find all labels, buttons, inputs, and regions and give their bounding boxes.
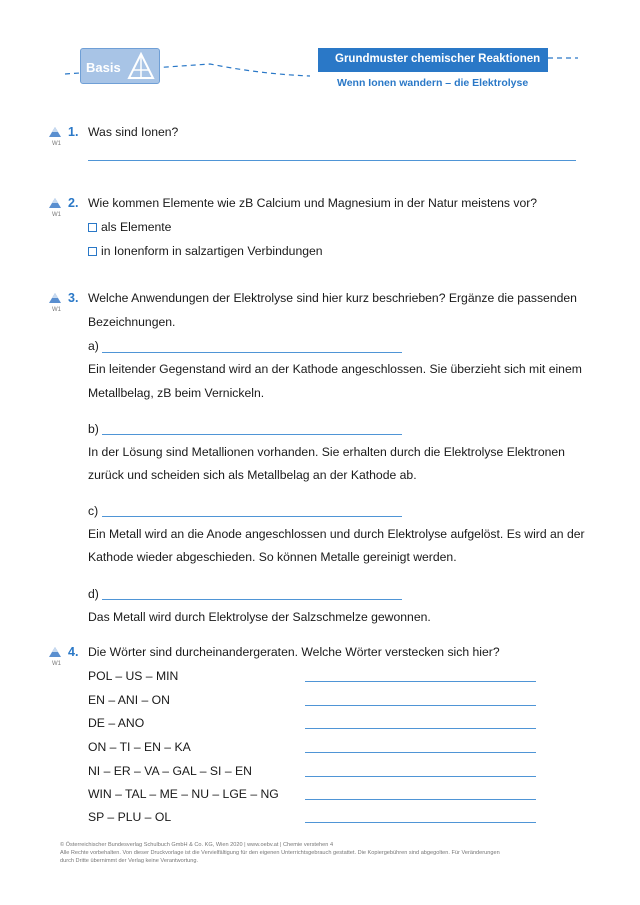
- level-tag: W1: [52, 661, 61, 667]
- level-triangle-icon: [48, 197, 62, 209]
- footer-disclaimer: durch Dritte übernimmt der Verlag keine Verantwortung.: [60, 858, 199, 864]
- level-triangle-icon: [48, 292, 62, 304]
- question-3-text: Welche Anwendungen der Elektrolyse sind hier kurz beschrieben? Ergänze die passenden: [88, 291, 577, 305]
- scrambled-word: SP – PLU – OL: [88, 810, 172, 824]
- scrambled-word: EN – ANI – ON: [88, 693, 170, 707]
- question-2-text: Wie kommen Elemente wie zB Calcium und Magnesium in der Natur meistens vor?: [88, 196, 538, 210]
- basis-badge: [80, 48, 160, 84]
- item-d-text: Das Metall wird durch Elektrolyse der Salzschmelze gewonnen.: [88, 610, 431, 624]
- item-c-text: Ein Metall wird an die Anode angeschlossen und durch Elektrolyse aufgelöst. Es wird an der: [88, 527, 585, 541]
- question-3-text-cont: Bezeichnungen.: [88, 315, 176, 329]
- level-triangle-icon: [48, 646, 62, 658]
- item-a-label: a): [88, 339, 99, 353]
- answer-line-q1[interactable]: [88, 160, 576, 161]
- question-3-number: 3.: [68, 291, 79, 305]
- scrambled-word: WIN – TAL – ME – NU – LGE – NG: [88, 787, 279, 801]
- item-c-text-cont: Kathode wieder abgeschieden. So können Metalle gereinigt werden.: [88, 550, 457, 564]
- option-ion-form[interactable]: [88, 243, 323, 259]
- answer-line-b[interactable]: [102, 434, 402, 435]
- scrambled-word: DE – ANO: [88, 716, 145, 730]
- word-answer-line[interactable]: [305, 776, 536, 777]
- footer-rights: Alle Rechte vorbehalten. Von dieser Druckvorlage ist die Vervielfältigung für den eigenen Unterrichtsgebrauch gestattet. Die Kopiergebühren sind abgegolten. Für Veränderungen: [60, 850, 500, 856]
- item-c-label: c): [88, 504, 99, 518]
- basis-label: Basis: [86, 60, 121, 75]
- word-answer-line[interactable]: [305, 705, 536, 706]
- level-tag: W1: [52, 212, 61, 218]
- scrambled-word: NI – ER – VA – GAL – SI – EN: [88, 764, 252, 778]
- item-b-text-cont: zurück und scheiden sich als Metallbelag an der Kathode ab.: [88, 468, 417, 482]
- scrambled-word: POL – US – MIN: [88, 669, 179, 683]
- chapter-subtitle: Wenn Ionen wandern – die Elektrolyse: [337, 77, 529, 89]
- word-answer-line[interactable]: [305, 799, 536, 800]
- footer-copyright: © Österreichischer Bundesverlag Schulbuch GmbH & Co. KG, Wien 2020 | www.oebv.at | Chemie verstehen 4: [60, 842, 334, 848]
- level-triangle-icon: [48, 126, 62, 138]
- question-1-text: Was sind Ionen?: [88, 125, 179, 139]
- option-label: als Elemente: [101, 220, 172, 234]
- item-a-text-cont: Metallbelag, zB beim Vernickeln.: [88, 386, 265, 400]
- word-answer-line[interactable]: [305, 681, 536, 682]
- item-a-text: Ein leitender Gegenstand wird an der Kathode angeschlossen. Sie überzieht sich mit einem: [88, 362, 582, 376]
- word-answer-line[interactable]: [305, 822, 536, 823]
- scrambled-word: ON – TI – EN – KA: [88, 740, 191, 754]
- level-tag: W1: [52, 307, 61, 313]
- answer-line-c[interactable]: [102, 516, 402, 517]
- basis-triangle-icon: [127, 52, 155, 80]
- word-answer-line[interactable]: [305, 752, 536, 753]
- question-4-number: 4.: [68, 645, 79, 659]
- item-b-text: In der Lösung sind Metallionen vorhanden. Sie erhalten durch die Elektrolyse Elektronen: [88, 445, 565, 459]
- answer-line-d[interactable]: [102, 599, 402, 600]
- answer-line-a[interactable]: [102, 352, 402, 353]
- question-2-number: 2.: [68, 196, 79, 210]
- option-label: in Ionenform in salzartigen Verbindungen: [101, 244, 323, 258]
- question-1-number: 1.: [68, 125, 79, 139]
- item-b-label: b): [88, 422, 99, 436]
- item-d-label: d): [88, 587, 99, 601]
- question-4-text: Die Wörter sind durcheinandergeraten. Welche Wörter verstecken sich hier?: [88, 645, 500, 659]
- word-answer-line[interactable]: [305, 728, 536, 729]
- checkbox[interactable]: [88, 247, 97, 256]
- level-tag: W1: [52, 141, 61, 147]
- option-as-elements[interactable]: [88, 219, 171, 235]
- checkbox[interactable]: [88, 223, 97, 232]
- topic-banner: [318, 48, 548, 72]
- topic-title: Grundmuster chemischer Reaktionen: [335, 53, 541, 65]
